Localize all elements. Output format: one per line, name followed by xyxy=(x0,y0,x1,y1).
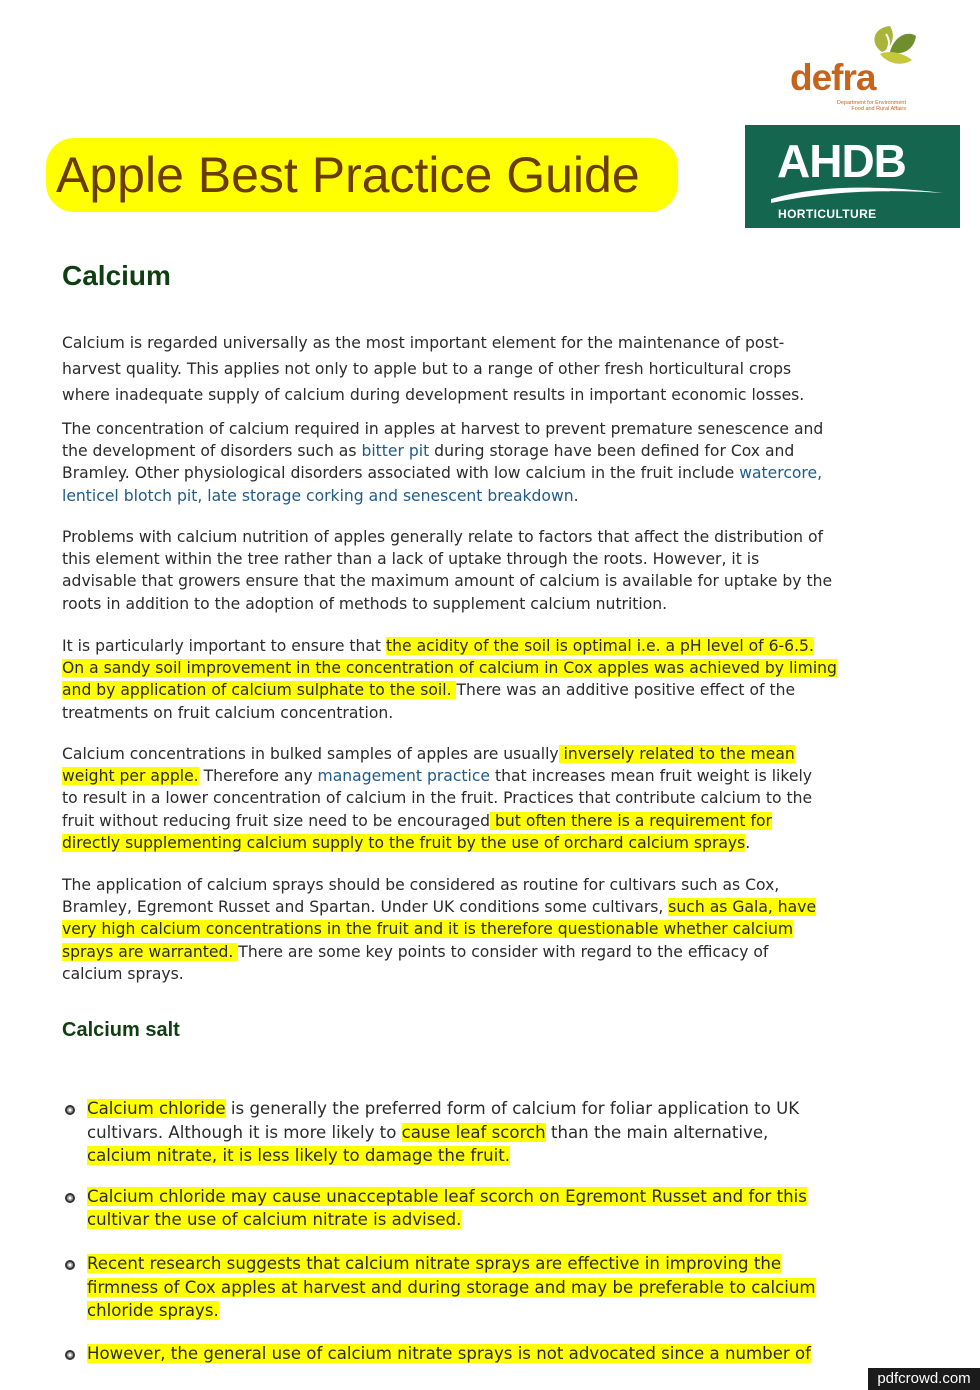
highlight-text: On a sandy soil improvement in the concentration of calcium in Cox apples was achieved by liming xyxy=(62,659,837,678)
defra-logo xyxy=(790,22,930,117)
defra-tagline: Department for Environment Food and Rural Affairs xyxy=(836,100,906,112)
highlight-text: calcium nitrate, it is less likely to damage the fruit. xyxy=(87,1146,511,1166)
bullet-icon xyxy=(65,1260,75,1270)
highlight-text: Calcium chloride xyxy=(87,1099,226,1118)
link-management-practice[interactable]: management practice xyxy=(317,767,491,786)
highlight-text: but often there is a requirement for xyxy=(490,811,772,830)
highlight-text: firmness of Cox apples at harvest and during storage and may be preferable to calcium xyxy=(87,1277,816,1297)
list-item xyxy=(62,1342,942,1366)
list-item xyxy=(62,1185,942,1232)
ahdb-swoosh-icon xyxy=(767,183,947,205)
list-item xyxy=(62,1252,942,1323)
highlight-text: sprays are warranted. xyxy=(62,942,239,961)
paragraph-calcium-sprays: The application of calcium sprays should be considered as routine for cultivars such as Cox, Bramley, Egremont Russet and Spartan. Under UK conditions some cultivars, such as Gala, have very high calcium concentrations in the fruit and it is therefore questionable whether calcium sprays are warranted. There are some key points to consider with regard to the efficacy of calcium sprays. xyxy=(62,876,817,983)
highlight-text: very high calcium concentrations in the fruit and it is therefore questionable whether calcium xyxy=(62,920,794,939)
highlight-text: chloride sprays. xyxy=(87,1301,219,1321)
highlight-text: However, the general use of calcium nitrate sprays is not advocated since a number of xyxy=(87,1343,812,1363)
defra-wordmark: defra xyxy=(790,57,876,98)
paragraph-problems: Problems with calcium nutrition of apples generally relate to factors that affect the distribution of this element within the tree rather than a lack of uptake through the roots. However, it is advisable that growers ensure that the maximum amount of calcium is available for uptake by the roots in addition to the adoption of methods to supplement calcium nutrition. xyxy=(62,528,833,613)
section-heading: Calcium xyxy=(62,260,171,291)
paragraph-soil-acidity: It is particularly important to ensure that the acidity of the soil is optimal i.e. a pH level of 6-6.5. On a sandy soil improvement in the concentration of calcium in Cox apples was achieved by liming and by application of calcium sulphate to the soil. There was an additive positive effect of the treatments on fruit calcium concentration. xyxy=(62,637,837,722)
link-watercore[interactable]: watercore, xyxy=(739,464,823,483)
highlight-text: Calcium chloride may cause unacceptable leaf scorch on Egremont Russet and for this xyxy=(87,1186,807,1206)
highlight-text: and by application of calcium sulphate to the soil. xyxy=(62,681,457,700)
ahdb-wordmark: AHDB xyxy=(777,135,906,187)
link-bitter-pit[interactable]: bitter pit xyxy=(361,442,430,461)
highlight-text: weight per apple. xyxy=(62,767,199,786)
subsection-heading: Calcium salt xyxy=(62,1019,180,1041)
pdfcrowd-badge[interactable]: pdfcrowd.com xyxy=(868,1368,980,1390)
ahdb-logo xyxy=(745,125,960,228)
bullet-list xyxy=(62,1097,942,1365)
list-item: Calcium chloride is generally the preferred form of calcium for foliar application to UK cultivars. Although it is more likely to cause leaf scorch than the main alternative, calcium nitrate, it is less likely to damage the fruit. xyxy=(62,1097,942,1168)
paragraph-intro: Calcium is regarded universally as the most important element for the maintenance of post- harvest quality. This applies not only to apple but to a range of other fresh horticultural crops where inadequate supply of calcium during development results in important economic losses. xyxy=(62,334,805,405)
paragraph-fruit-weight: Calcium concentrations in bulked samples of apples are usually inversely related to the mean weight per apple. Therefore any management practice that increases mean fruit weight is likely to result in a lower concentration of calcium in the fruit. Practices that contribute calcium to the fruit without reducing fruit size need to be encouraged but often there is a requirement for directly supplementing calcium supply to the fruit by the use of orchard calcium sprays. xyxy=(62,745,813,852)
bullet-icon xyxy=(65,1193,75,1203)
highlight-text: cultivar the use of calcium nitrate is advised. xyxy=(87,1210,462,1230)
highlight-text: such as Gala, have xyxy=(668,898,817,917)
highlight-text: cause leaf scorch xyxy=(401,1122,546,1142)
ahdb-subtitle: HORTICULTURE xyxy=(778,207,877,221)
page-title: Apple Best Practice Guide xyxy=(46,138,678,212)
bullet-icon xyxy=(65,1105,75,1115)
paragraph-concentration: The concentration of calcium required in apples at harvest to prevent premature senescence and the development of disorders such as bitter pit during storage have been defined for Cox and Bramley. Other physiological disorders associated with low calcium in the fruit include watercore, lenticel blotch pit, late storage corking and senescent breakdown. xyxy=(62,420,824,505)
bullet-icon xyxy=(65,1350,75,1360)
highlight-text: directly supplementing calcium supply to the fruit by the use of orchard calcium sprays xyxy=(62,833,746,852)
highlight-text: Recent research suggests that calcium nitrate sprays are effective in improving the xyxy=(87,1253,782,1273)
highlight-text: inversely related to the mean xyxy=(558,745,795,763)
highlight-text: the acidity of the soil is optimal i.e. a pH level of 6-6.5. xyxy=(386,637,814,655)
link-lenticel-blotch-pit[interactable]: lenticel blotch pit, late storage corking and senescent breakdown xyxy=(62,486,574,505)
